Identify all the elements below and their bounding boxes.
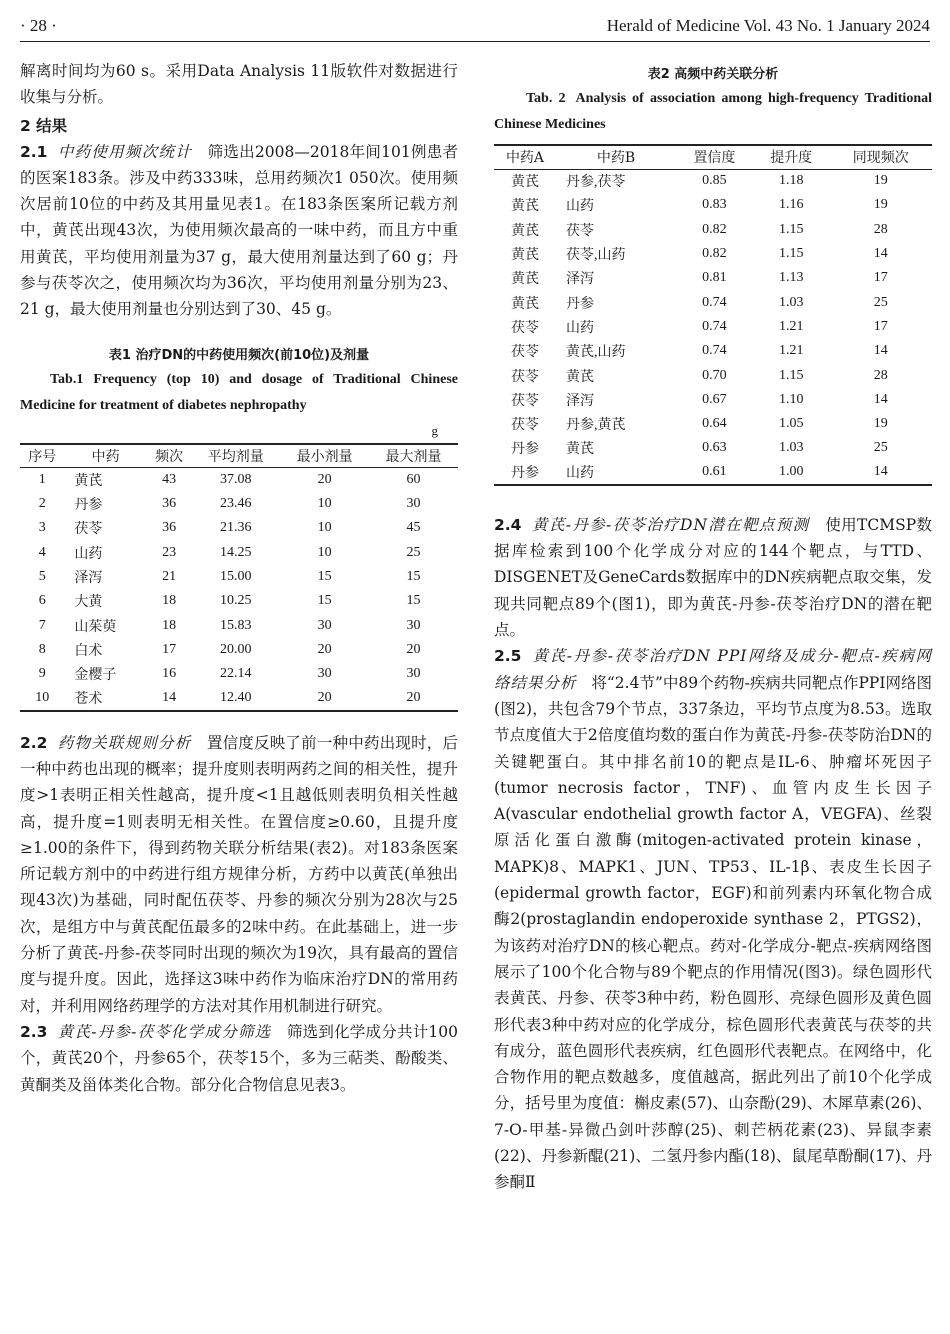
table-cell: 黄芪: [566, 369, 594, 385]
table-cell: 茯苓: [511, 418, 539, 434]
table1-caption-en-text: Frequency (top 10) and dosage of Traditional Chinese Medicine for treatment of diabetes nephropathy: [20, 371, 458, 413]
table-cell: 36: [162, 496, 177, 512]
table-row: [20, 686, 458, 710]
table-cell: 茯苓: [511, 369, 539, 385]
page-number: · 28 ·: [20, 16, 57, 35]
table-cell: 15: [317, 593, 332, 609]
table-cell: 14: [162, 689, 177, 705]
table-cell: 22.14: [220, 666, 252, 682]
table-cell: 30: [317, 666, 332, 682]
table-row: [494, 436, 932, 460]
table-cell: 12.40: [220, 689, 252, 705]
table-row: [494, 193, 932, 217]
table-cell: 20: [406, 689, 421, 705]
table-cell: 黄芪: [74, 474, 103, 490]
table-cell: 20: [317, 689, 332, 705]
table-cell: 60: [406, 472, 421, 488]
table-header-cell: 中药A: [505, 150, 545, 167]
section-body: 置信度反映了前一种中药出现时，后一种中药也出现的概率；提升度则表明两药之间的相关性，提升度>1表明正相关性越高，提升度<1且越低则表明负相关性越高，提升度=1则表明无相关性。在置信度≥0.60，且提升度≥1.00的条件下，得到药物关联分析结果(表2)。对183条医案所记载方剂中的中药进行组方规律分析，方药中以黄芪(单独出现43次)为基础，同时配伍茯苓、丹参的频次分别为28次与25次，是组方中与黄芪配伍最多的2味中药。在此基础上，进一步分析了黄芪-丹参-茯苓同时出现的频次为19次，具有最高的置信度与提升度。因此，选择这3味中药作为临床治疗DN的常用药对，并利用网络药理学的方法对其作用机制进行研究。: [20, 733, 458, 1015]
table2: [494, 144, 932, 486]
table-cell: 25: [873, 440, 888, 456]
table-cell: 8: [38, 641, 46, 657]
table-cell: 1.18: [778, 173, 804, 189]
table2-caption-en: [494, 86, 932, 138]
table-cell: 4: [38, 544, 46, 560]
table-cell: 白术: [74, 643, 103, 659]
table-row: [20, 468, 458, 492]
table1-label: Tab.1: [50, 371, 84, 387]
table-cell: 1: [38, 472, 46, 488]
table-row: [494, 266, 932, 290]
table-cell: 茯苓,山药: [566, 248, 626, 264]
table-cell: 1.21: [778, 318, 804, 334]
table-row: [494, 242, 932, 266]
table-row: [494, 412, 932, 436]
table-cell: 0.64: [702, 416, 727, 432]
table-cell: 泽泻: [566, 272, 594, 288]
table-cell: 14: [873, 246, 888, 262]
table-header-cell: 最小剂量: [296, 448, 353, 465]
table-cell: 0.83: [702, 197, 727, 213]
table-cell: 黄芪,山药: [566, 345, 626, 361]
table-cell: 0.82: [702, 246, 727, 262]
table-cell: 丹参,黄芪: [566, 418, 626, 434]
table-cell: 茯苓: [74, 522, 103, 538]
table-cell: 山药: [566, 320, 594, 336]
table-cell: 0.74: [702, 294, 727, 310]
table-cell: 10: [317, 520, 332, 536]
table-cell: 黄芪: [566, 442, 594, 458]
table-cell: 金樱子: [74, 668, 117, 684]
table-cell: 19: [873, 416, 888, 432]
table-cell: 9: [38, 666, 46, 682]
table-cell: 1.21: [778, 343, 804, 359]
section-number: 2.3: [20, 1022, 48, 1041]
table-cell: 1.15: [778, 221, 804, 237]
table-cell: 21: [162, 569, 177, 584]
page-header: [20, 12, 930, 42]
left-column: [20, 58, 458, 1098]
table-cell: 28: [873, 367, 888, 383]
table-header-cell: 序号: [28, 448, 57, 465]
section-2-4: [494, 512, 932, 643]
table-cell: 15: [317, 569, 332, 584]
table-cell: 10.25: [220, 593, 252, 609]
table-cell: 黄芪: [511, 175, 539, 191]
section-number: 2.5: [494, 647, 522, 666]
section-title: 黄芪-丹参-茯苓化学成分筛选: [57, 1022, 272, 1041]
table-cell: 10: [317, 544, 332, 560]
table-cell: 0.63: [702, 440, 727, 456]
table-cell: 0.74: [702, 318, 727, 334]
table-cell: 20: [406, 641, 421, 657]
table-cell: 0.85: [702, 173, 727, 189]
table-cell: 泽泻: [74, 571, 103, 586]
table-cell: 1.10: [778, 391, 804, 407]
table-cell: 30: [406, 496, 421, 512]
table-cell: 泽泻: [566, 393, 594, 409]
table-cell: 17: [873, 318, 888, 334]
table-cell: 山茱萸: [74, 619, 117, 635]
table-cell: 1.00: [778, 464, 804, 480]
table-row: [20, 492, 458, 516]
table-cell: 丹参: [511, 466, 539, 482]
table-header-cell: 平均剂量: [207, 448, 264, 465]
table-cell: 15: [406, 593, 421, 609]
table-cell: 20.00: [220, 641, 252, 657]
table-cell: 36: [162, 520, 177, 536]
table-cell: 18: [162, 593, 177, 609]
table-cell: 30: [317, 617, 332, 633]
section-2-1: [20, 139, 458, 323]
table-cell: 20: [317, 472, 332, 488]
table-header-cell: 提升度: [770, 150, 813, 167]
table-row: [20, 516, 458, 540]
table-row: [494, 169, 932, 193]
table-row: [494, 339, 932, 363]
table-cell: 2: [38, 496, 46, 512]
table-cell: 黄芪: [511, 199, 539, 215]
table-cell: 山药: [74, 546, 103, 562]
table-header-row: [20, 444, 458, 468]
table-cell: 25: [873, 294, 888, 310]
section-number: 2.2: [20, 733, 48, 752]
table-row: [20, 541, 458, 565]
table-cell: 0.61: [702, 464, 727, 480]
table-cell: 43: [162, 472, 177, 488]
table2-label: Tab. 2: [526, 91, 566, 106]
table-cell: 25: [406, 544, 421, 560]
table-cell: 19: [873, 197, 888, 213]
table-cell: 黄芪: [511, 272, 539, 288]
section-body: 将“2.4节”中89个药物-疾病共同靶点作PPI网络图(图2)，共包含79个节点，337条边，平均节点度为8.53。选取节点度值大于2倍度值均数的蛋白作为黄芪-丹参-茯苓防治DN的关键靶蛋白。其中排名前10的靶点是IL-6、肿瘤坏死因子(tumor necrosis factor，TNF)、血管内皮生长因子A(vascular endothelial growth factor A，VEGFA)、丝裂原活化蛋白激酶(mitogen-activated protein kinase，MAPK)8、MAPK1、JUN、TP53、IL-1β、表皮生长因子(epidermal growth factor，EGF)和前列素内环氧化物合成酶2(prostaglandin endoperoxide synthase 2，PTGS2)，为该药对治疗DN的核心靶点。药对-化学成分-靶点-疾病网络图展示了100个化合物与89个靶点的作用情况(图3)。绿色圆形代表黄芪、丹参、茯苓3种中药，粉色圆形、亮绿色圆形及黄色圆形代表3种中药对应的化学成分，棕色圆形代表黄芪与茯苓的共有成分，蓝色圆形代表疾病，红色圆形代表靶点。在网络中，化合物作用的靶点数越多，度值越高，据此列出了前10个化学成分，括号里为度值：槲皮素(57)、山奈酚(29)、木犀草素(26)、7-O-甲基-异微凸剑叶莎醇(25)、刺芒柄花素(23)、异鼠李素(22)、丹参新醌(21)、二氢丹参内酯(18)、鼠尾草酚酮(17)、丹参酮Ⅱ: [494, 673, 932, 1192]
table-cell: 19: [873, 173, 888, 189]
table1-caption-en: [20, 367, 458, 419]
table-cell: 10: [317, 496, 332, 512]
table-cell: 茯苓: [511, 393, 539, 409]
table-header-cell: 中药B: [596, 150, 636, 167]
table-cell: 23: [162, 544, 177, 560]
table-cell: 10: [35, 689, 50, 705]
table-cell: 丹参: [566, 296, 594, 312]
table-cell: 21.36: [220, 520, 252, 536]
table-cell: 17: [873, 270, 888, 286]
table-row: [494, 388, 932, 412]
table-cell: 28: [873, 221, 888, 237]
table-row: [20, 662, 458, 686]
table-row: [20, 589, 458, 613]
table-row: [20, 638, 458, 662]
results-heading: 2 结果: [20, 116, 68, 135]
table-cell: 6: [38, 593, 46, 609]
section-body: 筛选到化学成分共计100个，黄芪20个，丹参65个，茯苓15个，多为三萜类、酚酸类、黄酮类及甾体类化合物。部分化合物信息见表3。: [20, 1022, 459, 1094]
table-cell: 1.15: [778, 246, 804, 262]
section-number: 2.1: [20, 142, 48, 161]
table1: [20, 443, 458, 712]
table-row: [20, 613, 458, 637]
table-cell: 37.08: [220, 472, 252, 488]
table-header-cell: 同现频次: [852, 150, 909, 167]
table-cell: 18: [162, 617, 177, 633]
table-header-cell: 置信度: [693, 150, 736, 167]
table1-caption-zh: 表1 治疗DN的中药使用频次(前10位)及剂量: [108, 347, 370, 363]
table-cell: 大黄: [74, 595, 103, 611]
section-body: 筛选出2008—2018年间101例患者的医案183条。涉及中药333味，总用药频次1 050次。使用频次居前10位的中药及其用量见表1。在183条医案所记载方剂中，黄芪出现43次，为使用频次最高的一味中药，而且方中重用黄芪，平均使用剂量为37 g，最大使用剂量达到了60 g；丹参与茯苓次之，使用频次均为36次，平均使用剂量分别为23、21 g，最大使用剂量也分别达到了30、45 g。: [20, 142, 458, 319]
table-cell: 1.15: [778, 367, 804, 383]
table-row: [494, 461, 932, 485]
table-cell: 0.67: [702, 391, 727, 407]
table-header-row: [494, 145, 932, 169]
section-number: 2.4: [494, 515, 522, 534]
table-cell: 30: [406, 617, 421, 633]
table-cell: 1.05: [778, 416, 804, 432]
intro-paragraph: 解离时间均为60 s。采用Data Analysis 11版软件对数据进行收集与分析。: [20, 62, 458, 107]
table-cell: 丹参: [74, 498, 103, 514]
table-cell: 苍术: [74, 691, 103, 707]
table2-caption-en-text: Analysis of association among high-frequency Traditional Chinese Medicines: [494, 91, 932, 132]
table-cell: 14: [873, 343, 888, 359]
table-cell: 45: [406, 520, 421, 536]
table-cell: 黄芪: [511, 248, 539, 264]
table-cell: 茯苓: [566, 223, 594, 239]
table-cell: 16: [162, 666, 177, 682]
table-header-cell: 最大剂量: [385, 448, 442, 465]
section-title: 药物关联规则分析: [57, 733, 192, 752]
table-row: [20, 565, 458, 589]
table-cell: 30: [406, 666, 421, 682]
table-cell: 山药: [566, 199, 594, 215]
section-body: 使用TCMSP数据库检索到100个化学成分对应的144个靶点，与TTD、DISGENET及GeneCards数据库中的DN疾病靶点取交集，发现共同靶点89个(图1)，即为黄芪-丹参-茯苓治疗DN的潜在靶点。: [494, 515, 933, 640]
table-cell: 茯苓: [511, 345, 539, 361]
table-cell: 丹参,茯苓: [566, 175, 626, 191]
table-cell: 丹参: [511, 442, 539, 458]
table-cell: 黄芪: [511, 223, 539, 239]
table-header-cell: 频次: [155, 448, 184, 465]
section-2-3: [20, 1019, 458, 1098]
right-column: [494, 58, 932, 1196]
table-cell: 黄芪: [511, 296, 539, 312]
table-cell: 14.25: [220, 544, 252, 560]
table-cell: 3: [38, 520, 46, 536]
table-cell: 山药: [566, 466, 594, 482]
table-cell: 15.00: [220, 569, 252, 584]
table-row: [494, 290, 932, 314]
table-cell: 14: [873, 391, 888, 407]
table-cell: 14: [873, 464, 888, 480]
journal-info: Herald of Medicine Vol. 43 No. 1 January 2024: [606, 16, 930, 35]
table-cell: 20: [317, 641, 332, 657]
table-cell: 0.81: [702, 270, 727, 286]
table-cell: 1.13: [778, 270, 804, 286]
section-title: 中药使用频次统计: [57, 142, 193, 161]
section-2-5: [494, 643, 932, 1195]
table-cell: 17: [162, 641, 177, 657]
table-cell: 7: [38, 617, 46, 633]
table-cell: 1.03: [778, 440, 804, 456]
table-cell: 0.74: [702, 343, 727, 359]
section-2-2: [20, 730, 458, 1019]
table-row: [494, 218, 932, 242]
table2-caption-zh: 表2 高频中药关联分析: [647, 67, 779, 82]
table-cell: 茯苓: [511, 320, 539, 336]
table-row: [494, 315, 932, 339]
section-title: 黄芪-丹参-茯苓治疗DN PPI网络及成分-靶点-疾病网络结果分析: [494, 647, 932, 692]
table1-unit: g: [431, 422, 438, 438]
table-row: [494, 363, 932, 387]
table-cell: 5: [38, 569, 46, 584]
table-cell: 23.46: [220, 496, 252, 512]
table-cell: 15: [406, 569, 421, 584]
table-header-cell: 中药: [91, 448, 120, 465]
table-cell: 1.03: [778, 294, 804, 310]
section-title: 黄芪-丹参-茯苓治疗DN潜在靶点预测: [532, 515, 810, 534]
table-cell: 0.70: [702, 367, 727, 383]
table-cell: 15.83: [220, 617, 252, 633]
table-cell: 0.82: [702, 221, 727, 237]
table-cell: 1.16: [778, 197, 804, 213]
